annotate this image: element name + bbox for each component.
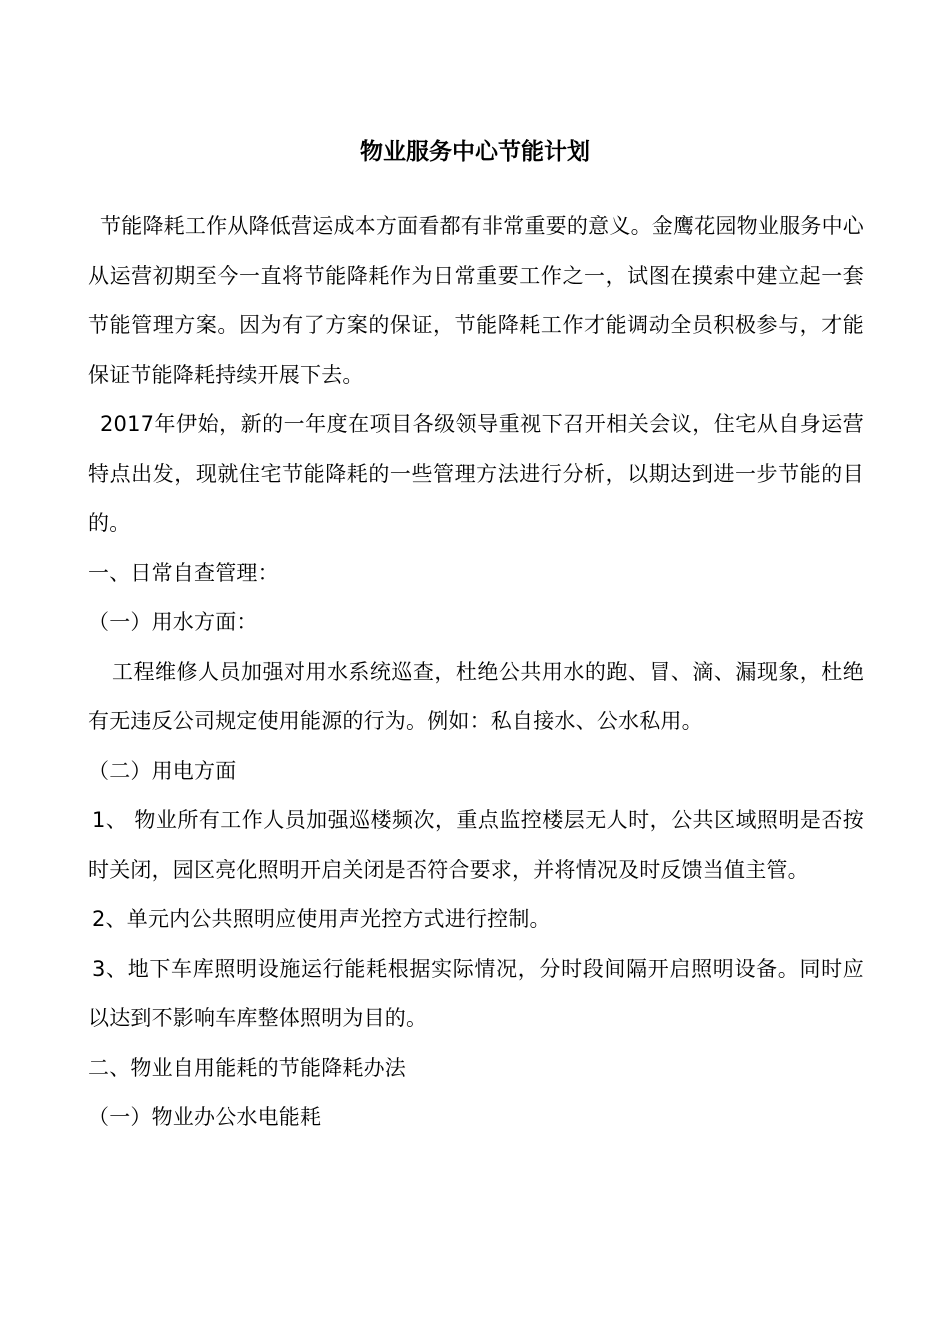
subsection-heading-electricity: （二）用电方面 (88, 758, 237, 783)
list-item-1: 1、 物业所有工作人员加强巡楼频次，重点监控楼层无人时，公共区域照明是否按时关闭，园区亮化照明开启关闭是否符合要求，并将情况及时反馈当值主管。 (88, 808, 864, 882)
paragraph-intro: 节能降耗工作从降低营运成本方面看都有非常重要的意义。金鹰花园物业服务中心从运营初期至今一直将节能降耗作为日常重要工作之一，试图在摸索中建立起一套节能管理方案。因为有了方案的保证，节能降耗工作才能调动全员积极参与，才能保证节能降耗持续开展下去。 (88, 214, 864, 387)
list-item-3: 3、地下车库照明设施运行能耗根据实际情况，分时段间隔开启照明设备。同时应以达到不影响车库整体照明为目的。 (88, 956, 864, 1030)
subsection-heading-office: （一）物业办公水电能耗 (88, 1105, 322, 1129)
paragraph-2017: 2017年伊始，新的一年度在项目各级领导重视下召开相关会议，住宅从自身运营特点出发，现就住宅节能降耗的一些管理方法进行分析，以期达到进一步节能的目的。 (88, 412, 864, 535)
document-title: 物业服务中心节能计划 (360, 139, 590, 165)
paragraph-water: 工程维修人员加强对用水系统巡查，杜绝公共用水的跑、冒、滴、漏现象，杜绝有无违反公司规定使用能源的行为。例如：私自接水、公水私用。 (88, 659, 864, 733)
list-item-2: 2、单元内公共照明应使用声光控方式进行控制。 (92, 907, 551, 931)
subsection-heading-water: （一）用水方面： (88, 610, 258, 634)
section-heading-2: 二、物业自用能耗的节能降耗办法 (88, 1055, 406, 1080)
section-heading-1: 一、日常自查管理： (88, 560, 279, 585)
document-body (88, 202, 864, 1143)
